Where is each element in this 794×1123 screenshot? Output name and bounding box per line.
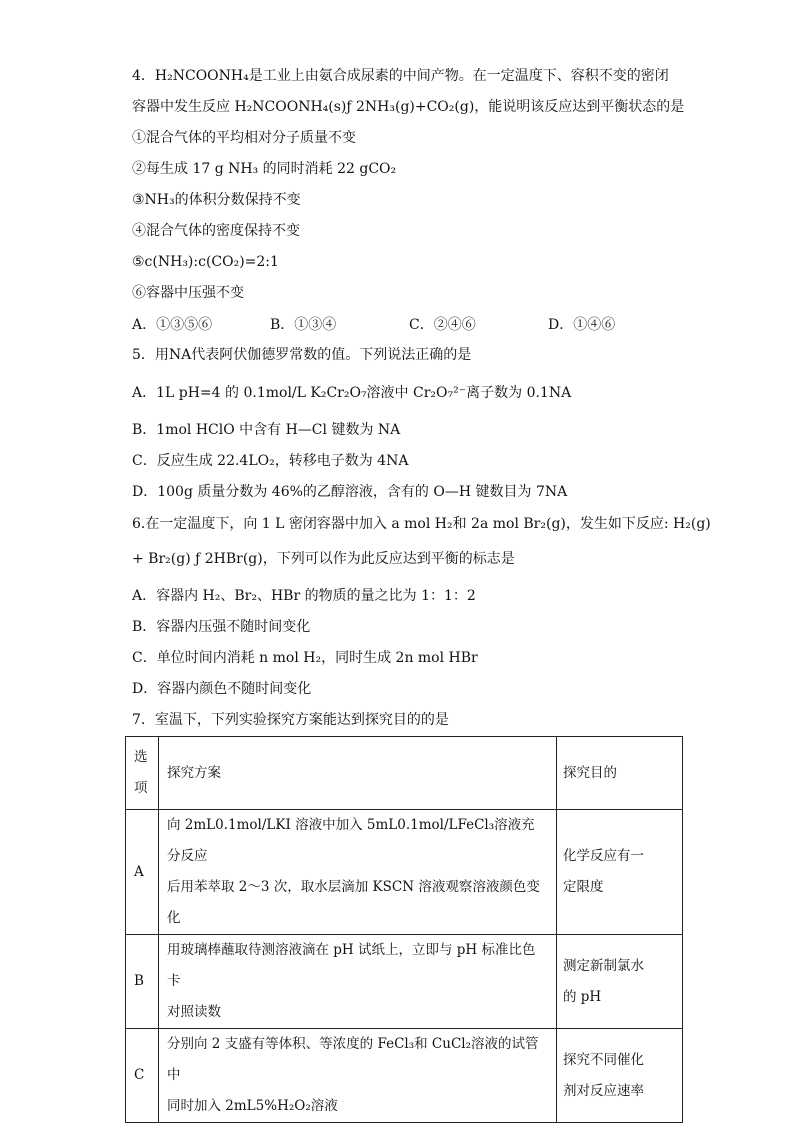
table-cell-option: B — [126, 935, 159, 1029]
q5-option-b: B．1mol HClO 中含有 H—Cl 键数为 NA — [132, 422, 401, 438]
experiment-table — [125, 736, 683, 1123]
q5-option-d: D．100g 质量分数为 46%的乙醇溶液，含有的 O—H 键数目为 7NA — [132, 484, 568, 500]
table-cell-purpose: 测定新制氯水 的 pH — [557, 935, 683, 1029]
table-row — [126, 935, 683, 1029]
q5-option-a: A．1L pH=4 的 0.1mol/L K₂Cr₂O₇溶液中 Cr₂O₇²⁻离子数为 0.1NA — [132, 385, 572, 401]
table-cell-purpose: 化学反应有一 定限度 — [557, 810, 683, 935]
q4-option-b: B．①③④ — [270, 317, 337, 333]
table-cell-option: A — [126, 810, 159, 935]
table-row — [126, 1029, 683, 1123]
q6-option-d: D．容器内颜色不随时间变化 — [132, 681, 312, 697]
table-header-row — [126, 737, 683, 810]
table-row — [126, 810, 683, 935]
q4-option-d: D．①④⑥ — [548, 317, 616, 333]
q5-stem: 5．用NA代表阿伏伽德罗常数的值。下列说法正确的是 — [132, 347, 472, 363]
q6-stem-line2: + Br₂(g) ƒ 2HBr(g)，下列可以作为此反应达到平衡的标志是 — [132, 551, 515, 567]
table-cell-plan: 用玻璃棒蘸取待测溶液滴在 pH 试纸上，立即与 pH 标准比色卡 对照读数 — [159, 935, 557, 1029]
table-header-cell: 探究目的 — [557, 737, 683, 810]
q5-option-c: C．反应生成 22.4LO₂，转移电子数为 4NA — [132, 453, 409, 469]
q4-stem-line1: 4．H₂NCOONH₄是工业上由氨合成尿素的中间产物。在一定温度下、容积不变的密闭 — [132, 68, 669, 84]
q6-option-a: A．容器内 H₂、Br₂、HBr 的物质的量之比为 1：1：2 — [132, 588, 476, 604]
q4-item-5: ⑤c(NH₃):c(CO₂)=2:1 — [132, 254, 279, 270]
q4-stem-line2: 容器中发生反应 H₂NCOONH₄(s)ƒ 2NH₃(g)+CO₂(g)，能说明该反应达到平衡状态的是 — [132, 99, 685, 115]
q4-item-2: ②每生成 17 g NH₃ 的同时消耗 22 gCO₂ — [132, 161, 397, 177]
q6-option-c: C．单位时间内消耗 n mol H₂，同时生成 2n mol HBr — [132, 650, 478, 666]
table-cell-plan: 向 2mL0.1mol/LKI 溶液中加入 5mL0.1mol/LFeCl₃溶液充分反应 后用苯萃取 2～3 次，取水层滴加 KSCN 溶液观察溶液颜色变 化 — [159, 810, 557, 935]
table-header-cell: 选 项 — [126, 737, 159, 810]
q7-stem: 7．室温下，下列实验探究方案能达到探究目的的是 — [132, 712, 449, 728]
q6-option-b: B．容器内压强不随时间变化 — [132, 619, 311, 635]
q4-item-4: ④混合气体的密度保持不变 — [132, 223, 300, 239]
q4-option-c: C．②④⑥ — [409, 317, 476, 333]
q4-item-6: ⑥容器中压强不变 — [132, 285, 244, 301]
table-cell-plan: 分别向 2 支盛有等体积、等浓度的 FeCl₃和 CuCl₂溶液的试管中 同时加入 2mL5%H₂O₂溶液 — [159, 1029, 557, 1123]
table-header-cell: 探究方案 — [159, 737, 557, 810]
table-cell-purpose: 探究不同催化 剂对反应速率 — [557, 1029, 683, 1123]
table-cell-option: C — [126, 1029, 159, 1123]
q6-stem-line1: 6.在一定温度下，向 1 L 密闭容器中加入 a mol H₂和 2a mol Br₂(g)，发生如下反应: H₂(g) — [132, 516, 711, 532]
q4-item-1: ①混合气体的平均相对分子质量不变 — [132, 130, 356, 146]
q4-options — [132, 314, 692, 334]
q4-option-a: A．①③⑤⑥ — [132, 317, 213, 333]
q4-item-3: ③NH₃的体积分数保持不变 — [132, 192, 301, 208]
